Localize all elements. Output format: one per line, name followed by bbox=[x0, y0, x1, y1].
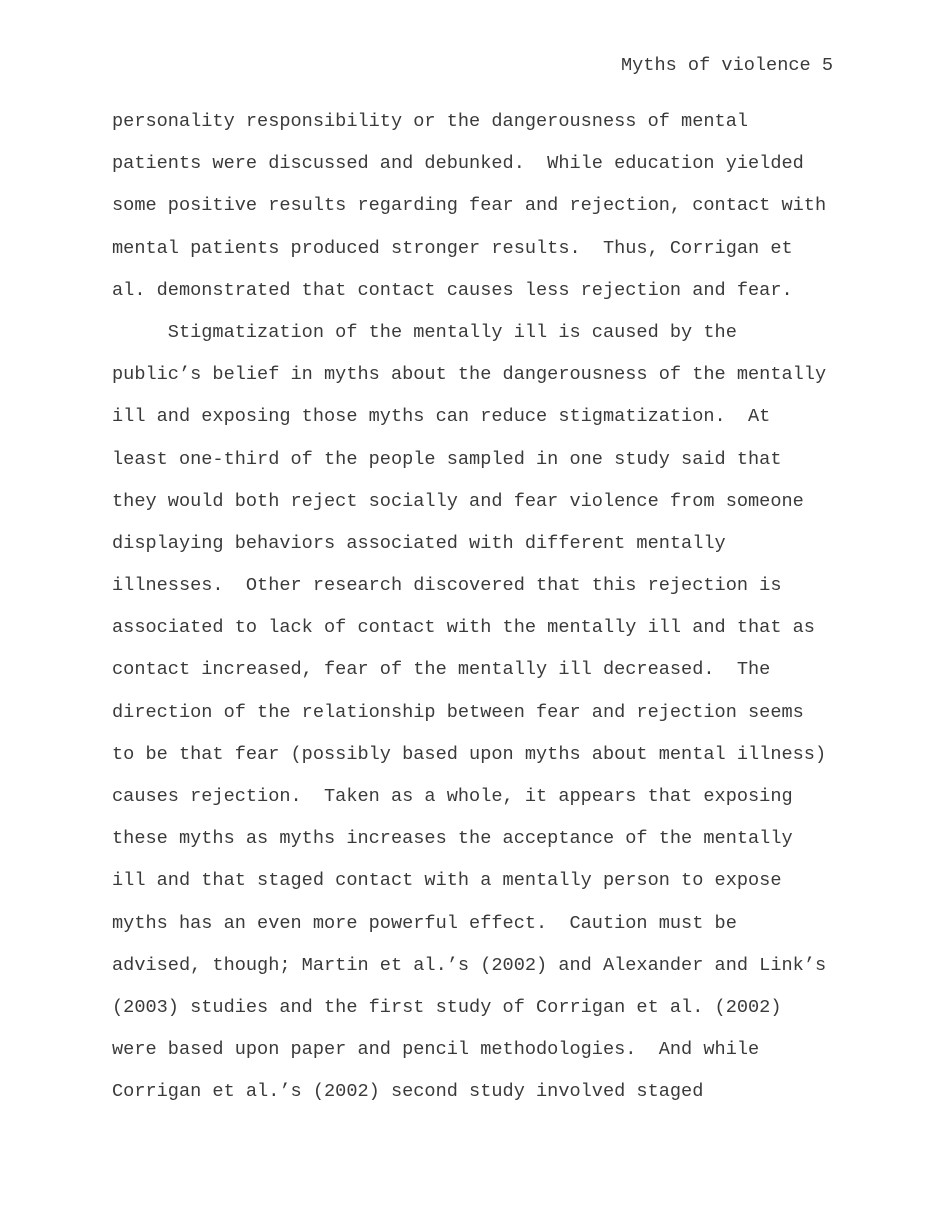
text-line: ill and exposing those myths can reduce stigmatization. At bbox=[112, 406, 771, 428]
text-line: mental patients produced stronger results. Thus, Corrigan et bbox=[112, 237, 793, 259]
text-line: advised, though; Martin et al.’s (2002) and Alexander and Link’s bbox=[112, 954, 827, 976]
paragraph-start-line: Stigmatization of the mentally ill is caused by the bbox=[112, 321, 737, 343]
text-line: patients were discussed and debunked. While education yielded bbox=[112, 153, 804, 175]
text-line: public’s belief in myths about the dangerousness of the mentally bbox=[112, 364, 827, 386]
text-line: illnesses. Other research discovered that this rejection is bbox=[112, 575, 782, 597]
text-line: they would both reject socially and fear violence from someone bbox=[112, 490, 804, 512]
text-line: contact increased, fear of the mentally ill decreased. The bbox=[112, 659, 771, 681]
running-head: Myths of violence 5 bbox=[620, 55, 833, 76]
text-line: ill and that staged contact with a mentally person to expose bbox=[112, 870, 782, 892]
text-line: direction of the relationship between fear and rejection seems bbox=[112, 701, 804, 723]
text-line: (2003) studies and the first study of Corrigan et al. (2002) bbox=[112, 996, 782, 1018]
text-line: to be that fear (possibly based upon myths about mental illness) bbox=[112, 743, 827, 765]
text-line: Corrigan et al.’s (2002) second study involved staged bbox=[112, 1081, 704, 1103]
text-line: displaying behaviors associated with different mentally bbox=[112, 532, 726, 554]
text-line: these myths as myths increases the acceptance of the mentally bbox=[112, 828, 793, 850]
text-line: associated to lack of contact with the mentally ill and that as bbox=[112, 617, 815, 639]
text-line: were based upon paper and pencil methodologies. And while bbox=[112, 1039, 760, 1061]
text-line: some positive results regarding fear and rejection, contact with bbox=[112, 195, 827, 217]
text-line: personality responsibility or the dangerousness of mental bbox=[112, 111, 749, 132]
text-line: al. demonstrated that contact causes less rejection and fear. bbox=[112, 279, 793, 301]
body-text bbox=[112, 111, 852, 1124]
text-line: least one-third of the people sampled in one study said that bbox=[112, 448, 782, 470]
text-line: myths has an even more powerful effect. Caution must be bbox=[112, 912, 737, 934]
text-line: causes rejection. Taken as a whole, it appears that exposing bbox=[112, 786, 793, 807]
